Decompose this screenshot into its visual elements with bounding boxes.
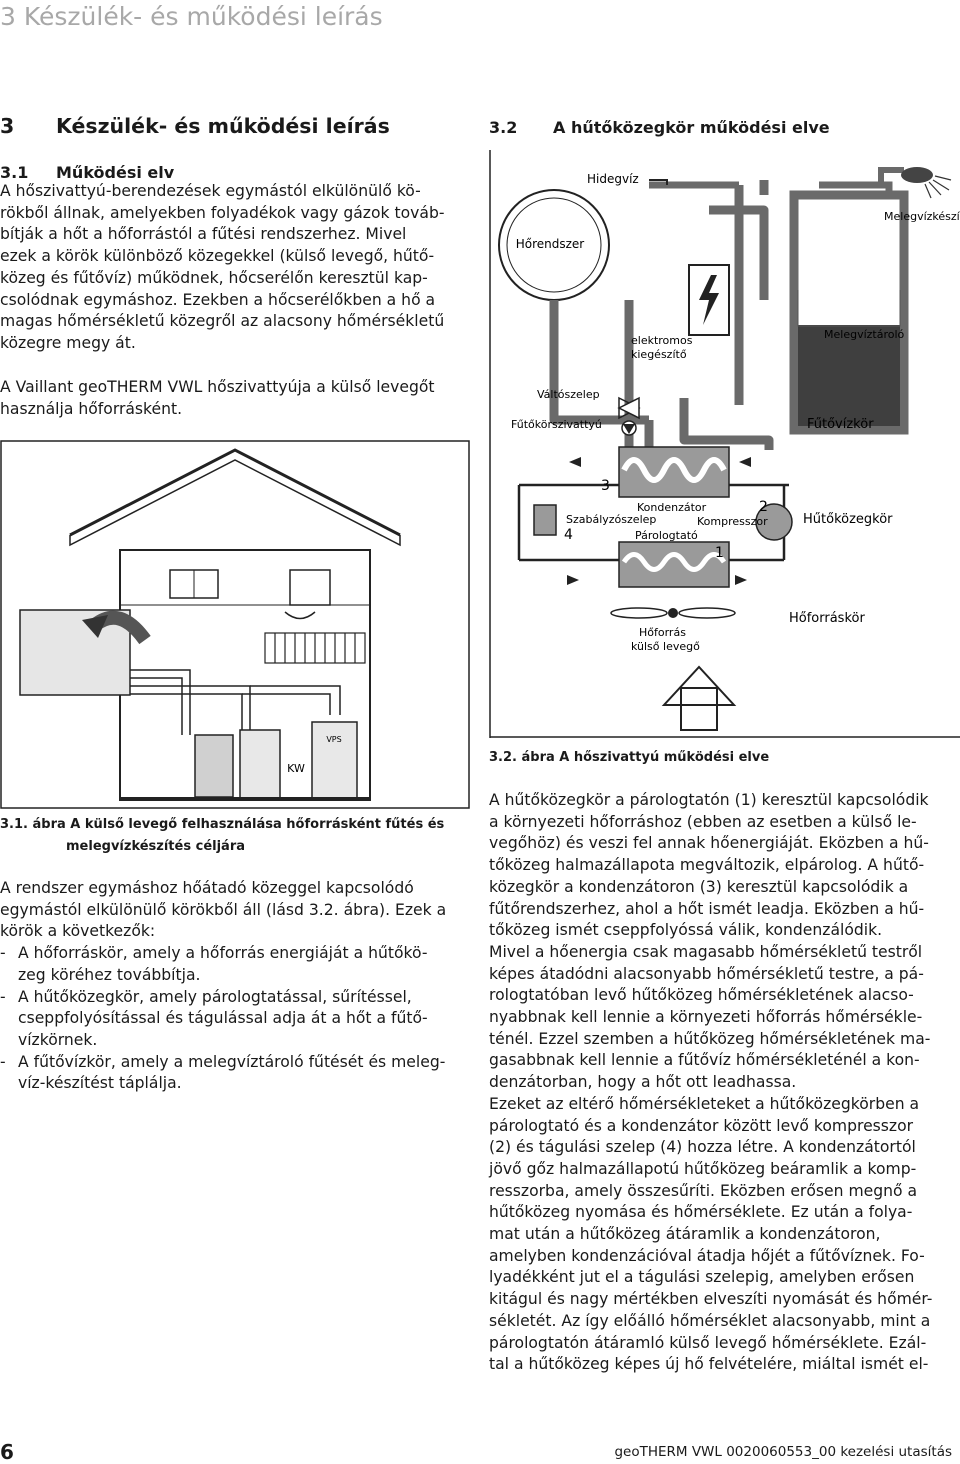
vaillant-paragraph [0, 377, 470, 420]
label-futovizkor: Fűtővízkör [807, 417, 874, 432]
text-line: használja hőforrásként. [0, 399, 183, 418]
text-line: magas hőmérsékletű közegről az alacsony hőmérsékletű [0, 312, 445, 331]
vps-label: VPS [326, 735, 342, 744]
text-line: képes átadódni alacsonyabb hőmérsékletű testre, a pá- [489, 964, 924, 983]
figure-caption-3-1 [0, 814, 444, 858]
section-number: 3 [0, 114, 15, 138]
list-item [0, 987, 470, 1052]
circuit-diagram [489, 150, 960, 738]
list-item [0, 1052, 470, 1095]
label-hoforras: Hőforrás [639, 626, 686, 639]
label-melegvizkeszito: Melegvízkészí [884, 210, 960, 223]
text-line: (2) és tágulási szelep (4) hozza létre. A kondenzátortól [489, 1138, 916, 1157]
text-line: cseppfolyósítással és tágulással adja át a hőt a fűtő- [18, 1009, 428, 1028]
label-elektromos: elektromos [631, 334, 693, 347]
label-3: 3 [601, 478, 610, 494]
label-melegviztarolo: Melegvíztároló [824, 328, 905, 341]
circuit-list [0, 943, 470, 1095]
text-line: gasabbnak kell lennie a fűtővíz hőmérsékleténél a kon- [489, 1051, 920, 1070]
intro-paragraph [0, 181, 470, 355]
text-line: - A hőforráskör, amely a hőforrás energiáját a hűtőkö- [18, 944, 428, 963]
text-line: Ezeket az eltérő hőmérsékleteket a hűtőközegkörben a [489, 1094, 920, 1113]
label-valtoszelep: Váltószelep [537, 388, 600, 401]
label-futokorszivattyu: Fűtőkörszivattyú [511, 418, 602, 431]
text-line: csolódnak egymáshoz. Ezekben a hőcserélőkben a hő a [0, 290, 436, 309]
text-line: hűtőközeg nyomása és hőmérséklete. Ez után a folya- [489, 1203, 913, 1222]
text-line: egymástól elkülönülő körökből áll (lásd 3.2. ábra). Ezek a [0, 900, 447, 919]
text-line: rologtatóban levő hűtőközeg hőmérsékletének alacso- [489, 986, 914, 1005]
house-figure [0, 440, 470, 810]
text-line: párologtatón átáramló külső levegő hőmérséklete. Ezál- [489, 1333, 927, 1352]
text-line: A Vaillant geoTHERM VWL hőszivattyúja a külső levegőt [0, 378, 435, 396]
label-kiegeszito: kiegészítő [631, 348, 687, 361]
label-hidegviz: Hidegvíz [587, 172, 639, 186]
refrigerant-paragraph [489, 790, 959, 1376]
text-line: A rendszer egymáshoz hőátadó közeggel kapcsolódó [0, 879, 414, 897]
system-paragraph [0, 878, 470, 1095]
text-line: kitágul és nagy mértékben elveszíti nyomását és hőmér- [489, 1290, 933, 1309]
label-szabalyzoszelep: Szabályzószelep [566, 513, 657, 526]
subsection-heading-3-2 [489, 118, 830, 137]
text-line: párologtató és a kondenzátor között levő kompresszor [489, 1116, 914, 1135]
label-4: 4 [564, 527, 573, 543]
text-line: tőközeg ismét cseppfolyóssá válik, kondenzálódik. [489, 921, 883, 940]
text-line: - A fűtővízkör, amely a melegvíztároló fűtését és meleg- [18, 1052, 446, 1071]
text-line: resszorba, amely összesűríti. Eközben erősen megnő a [489, 1181, 918, 1200]
text-line: ezek a körök különböző közegekkel (külső levegő, hűtő- [0, 247, 435, 266]
kw-label: KW [287, 762, 305, 775]
label-hoelrendszer: Hőrendszer [515, 237, 585, 251]
label-1: 1 [715, 545, 724, 561]
text-line: A hűtőközegkör a párologtatón (1) keresztül kapcsolódik [489, 791, 929, 809]
caption-line: melegvízkészítés céljára [66, 839, 245, 854]
text-line: körök a következők: [0, 922, 156, 941]
text-line: tal a hűtőközeg képes új hő felvételére, miáltal ismét el- [489, 1355, 929, 1374]
label-parologtato: Párologtató [635, 529, 698, 542]
label-2: 2 [759, 499, 768, 515]
text-line: vízkörnek. [18, 1030, 98, 1049]
text-line: bítják a hőt a hőforrástól a fűtési rendszerhez. Mivel [0, 225, 407, 244]
label-hutokozegkor: Hűtőközegkör [803, 512, 893, 527]
text-line: vegőhöz) és veszi fel annak hőenergiáját. Eközben a hű- [489, 834, 929, 853]
label-kulso-levego: külső levegő [631, 640, 700, 653]
text-line: közeg és fűtővíz) működnek, hőcserélőn keresztül kap- [0, 268, 428, 287]
page-number: 6 [0, 1440, 14, 1464]
text-line: A hőszivattyú-berendezések egymástól elkülönülő kö- [0, 182, 421, 200]
list-item [0, 943, 470, 986]
text-line: denzátorban, hogy a hőt ott leadhassa. [489, 1073, 797, 1092]
figure-caption-3-2: 3.2. ábra A hőszivattyú működési elve [489, 750, 770, 765]
subsection-heading-3-1 [0, 163, 174, 182]
running-head: 3 Készülék- és működési leírás [0, 2, 383, 31]
section-heading [0, 114, 390, 138]
text-line: ténél. Ezzel szemben a hűtőközeg hőmérsékletének ma- [489, 1029, 931, 1048]
subsection-title: A hűtőközegkör működési elve [553, 118, 830, 137]
text-line: mat után a hűtőközeg átáramlik a kondenzátoron, [489, 1225, 881, 1244]
text-line: zeg köréhez továbbítja. [18, 965, 201, 984]
label-kompresszor: Kompresszor [697, 515, 768, 528]
text-line: amelyben kondenzációval átadja hőjét a fűtővíznek. Fo- [489, 1246, 925, 1265]
text-line: lyadékként jut el a tágulási szelepig, amelyben erősen [489, 1268, 915, 1287]
section-title: Készülék- és működési leírás [56, 114, 390, 138]
text-line: jövő gőz halmazállapotú hűtőközeg beáramlik a komp- [489, 1159, 917, 1178]
text-line: fűtőrendszerhez, ahol a hőt ismét leadja. Eközben a hű- [489, 899, 925, 918]
text-line: tőközeg halmazállapota megváltozik, elpárolog. A hűtő- [489, 856, 925, 875]
text-line: Mivel a hőenergia csak magasabb hőmérsékletű testről [489, 942, 923, 961]
text-line: nyabbnak kell lennie a környezeti hőforrás hőmérsékle- [489, 1008, 923, 1027]
text-line: a környezeti hőforráshoz (ebben az esetben a külső le- [489, 812, 917, 831]
document-title: geoTHERM VWL 0020060553_00 kezelési utasítás [614, 1444, 952, 1460]
text-line: rökből állnak, amelyekben folyadékok vagy gázok továb- [0, 203, 445, 222]
label-kondenzator: Kondenzátor [637, 501, 707, 514]
subsection-number: 3.1 [0, 163, 29, 182]
text-line: víz-készítést táplálja. [18, 1074, 182, 1093]
text-line: közegkör a kondenzátoron (3) keresztül kapcsolódik a [489, 877, 909, 896]
subsection-number: 3.2 [489, 118, 518, 137]
text-line: sékletét. Az így előálló hőmérséklet alacsonyabb, mint a [489, 1311, 931, 1330]
subsection-title: Működési elv [56, 163, 175, 182]
text-line: - A hűtőközegkör, amely párologtatással, sűrítéssel, [18, 987, 412, 1006]
label-hoforraskor: Hőforráskör [789, 611, 865, 626]
caption-line: 3.1. ábra A külső levegő felhasználása hőforrásként fűtés és [0, 817, 445, 832]
text-line: közegre megy át. [0, 333, 136, 352]
